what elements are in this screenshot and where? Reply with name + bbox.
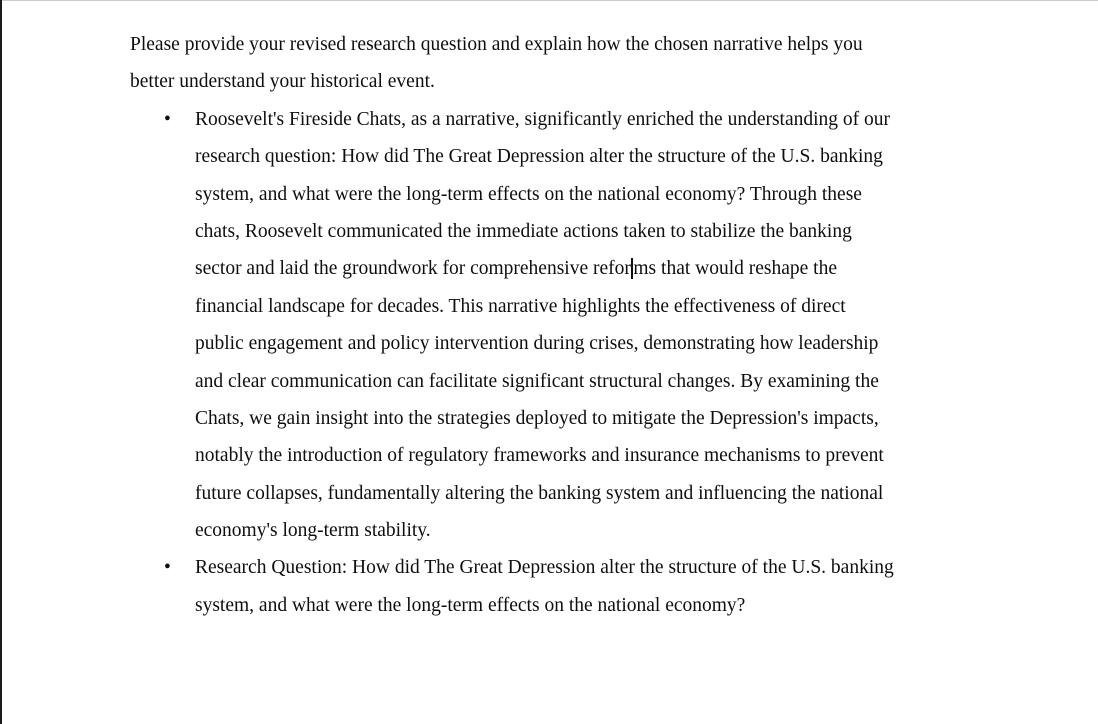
bullet-text: [195, 549, 1058, 624]
page-top-border: [0, 0, 1098, 1]
text-line[interactable]: system, and what were the long-term effects on the national economy? Through these: [195, 183, 862, 205]
text-cursor: [631, 258, 633, 279]
text-line[interactable]: Please provide your revised research question and explain how the chosen narrative helps you: [130, 34, 863, 55]
page-left-border: [0, 0, 2, 724]
text-line[interactable]: financial landscape for decades. This narrative highlights the effectiveness of direct: [195, 295, 846, 317]
text-line[interactable]: Research Question: How did The Great Depression alter the structure of the U.S. banking: [195, 557, 894, 579]
text-line[interactable]: Roosevelt's Fireside Chats, as a narrative, significantly enriched the understanding of our: [195, 108, 891, 130]
text-line[interactable]: research question: How did The Great Depression alter the structure of the U.S. banking: [195, 146, 883, 168]
text-line[interactable]: system, and what were the long-term effects on the national economy?: [195, 594, 746, 616]
text-line[interactable]: Chats, we gain insight into the strategies deployed to mitigate the Depression's impacts,: [195, 407, 879, 429]
text-line[interactable]: notably the introduction of regulatory frameworks and insurance mechanisms to prevent: [195, 445, 884, 467]
text-line[interactable]: future collapses, fundamentally altering the banking system and influencing the national: [195, 482, 884, 504]
text-line[interactable]: sector and laid the groundwork for comprehensive refor ms that would reshape the: [195, 258, 838, 280]
text-line[interactable]: economy's long-term stability.: [195, 520, 431, 542]
bullet-item: [130, 549, 1058, 624]
text-line[interactable]: better understand your historical event.: [130, 71, 435, 93]
bullet-item: [130, 101, 1058, 550]
text-line[interactable]: public engagement and policy intervention during crises, demonstrating how leadership: [195, 333, 879, 355]
bullet-text: [195, 101, 1058, 550]
text-line[interactable]: and clear communication can facilitate significant structural changes. By examining the: [195, 370, 879, 392]
bullet-marker: •: [164, 108, 171, 130]
bullet-marker: •: [164, 557, 171, 579]
text-line[interactable]: chats, Roosevelt communicated the immediate actions taken to stabilize the banking: [195, 220, 852, 242]
document-content: [130, 26, 1058, 624]
bullet-list: [130, 101, 1058, 624]
prompt-paragraph: [130, 26, 1058, 101]
